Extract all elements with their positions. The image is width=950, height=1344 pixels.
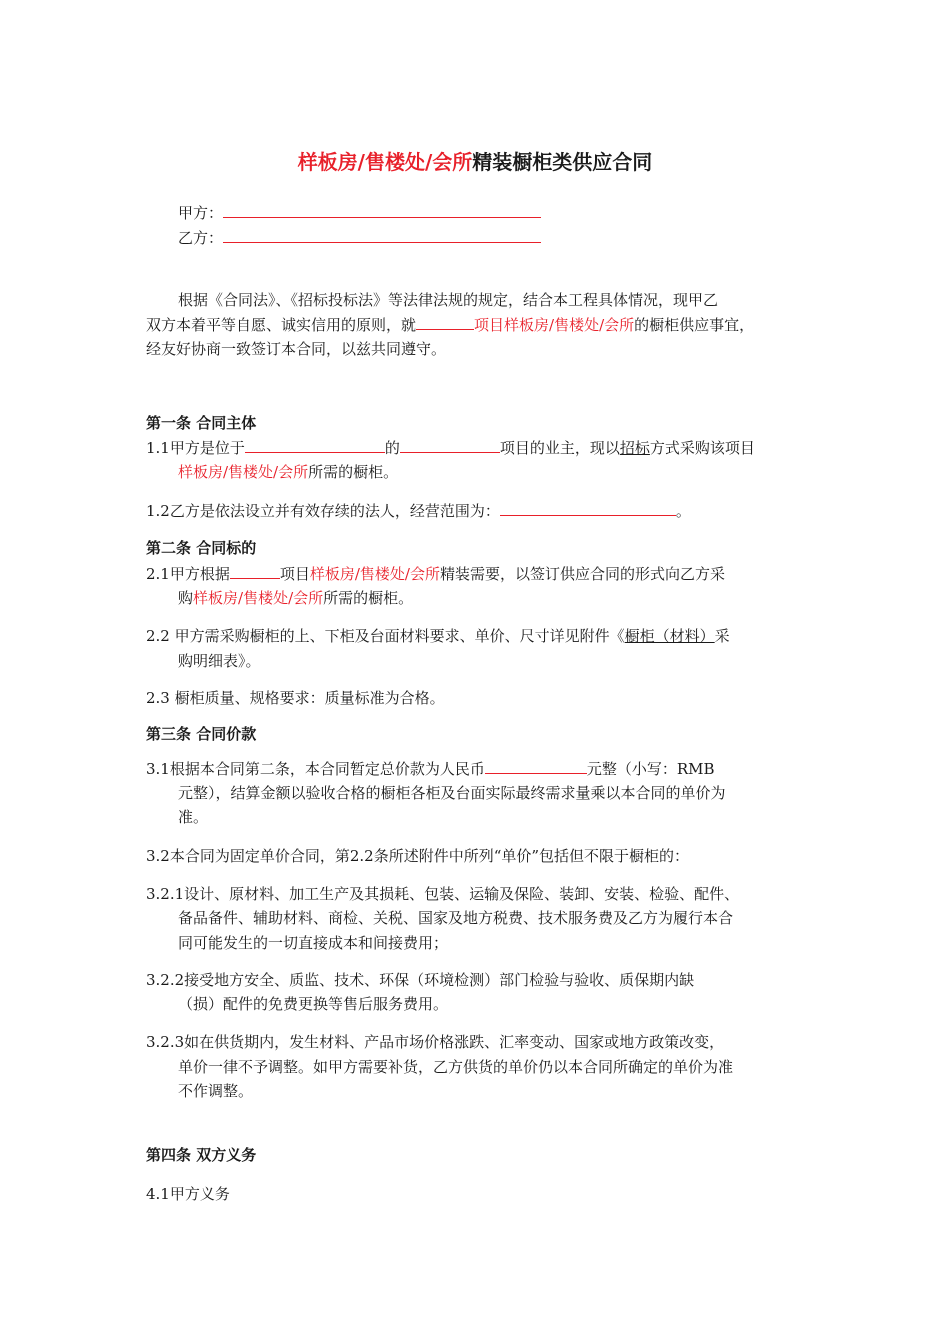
clause-3-2-1-line-3: 同可能发生的一切直接成本和间接费用； [178, 934, 449, 952]
clause-3-2-3-line-1: 3.2.3如在供货期内，发生材料、产品市场价格涨跌、汇率变动、国家或地方政策改变， [146, 1033, 725, 1051]
title-black-part: 精装橱柜类供应合同 [472, 150, 653, 174]
project-blank-2 [230, 562, 280, 579]
party-a-line [178, 201, 541, 224]
clause-3-1-line-3: 准。 [178, 808, 209, 826]
project-name-blank [400, 436, 500, 453]
party-b-blank [223, 226, 541, 243]
article-2-heading: 第二条 合同标的 [146, 539, 257, 557]
article-3-heading: 第三条 合同价款 [146, 725, 257, 743]
clause-1-1-line-2: 样板房/售楼处/会所所需的橱柜。 [178, 463, 399, 481]
preamble-line-3: 经友好协商一致签订本合同，以兹共同遵守。 [146, 340, 447, 358]
party-a-label: 甲方： [178, 204, 224, 222]
preamble-line-2: 双方本着平等自愿、诚实信用的原则，就 项目样板房/售楼处/会所的橱柜供应事宜， [146, 313, 754, 336]
clause-3-2-1-line-2: 备品备件、辅助材料、商检、关税、国家及地方税费、技术服务费及乙方为履行本合 [178, 909, 734, 927]
clause-3-2-3-line-3: 不作调整。 [178, 1082, 254, 1100]
price-blank [485, 757, 587, 774]
project-blank [416, 313, 474, 330]
clause-2-1-line-2: 购样板房/售楼处/会所所需的橱柜。 [178, 589, 414, 607]
clause-3-1-line-2: 元整），结算金额以验收合格的橱柜各柜及台面实际最终需求量乘以本合同的单价为 [178, 784, 726, 802]
clause-1-2: 1.2乙方是依法设立并有效存续的法人，经营范围为： 。 [146, 499, 691, 522]
clause-2-1-line-1: 2.1甲方根据 项目样板房/售楼处/会所精装需要，以签订供应合同的形式向乙方采 [146, 562, 725, 585]
party-a-blank [223, 201, 541, 218]
clause-3-2-2-line-1: 3.2.2接受地方安全、质监、技术、环保（环境检测）部门检验与验收、质保期内缺 [146, 971, 695, 989]
article-4-heading: 第四条 双方义务 [146, 1146, 257, 1164]
party-b-label: 乙方： [178, 229, 224, 247]
clause-2-2-line-2: 购明细表》。 [178, 652, 261, 670]
clause-3-2: 3.2本合同为固定单价合同，第2.2条所述附件中所列“单价”包括但不限于橱柜的： [146, 847, 690, 865]
clause-3-2-1-line-1: 3.2.1设计、原材料、加工生产及其损耗、包装、运输及保险、装卸、安装、检验、配件、 [146, 885, 740, 903]
clause-2-2-line-1: 2.2 甲方需采购橱柜的上、下柜及台面材料要求、单价、尺寸详见附件《橱柜（材料）采 [146, 627, 730, 645]
clause-3-2-2-line-2: （损）配件的免费更换等售后服务费用。 [178, 995, 449, 1013]
clause-3-1-line-1: 3.1根据本合同第二条，本合同暂定总价款为人民币 元整（小写：RMB [146, 757, 715, 780]
party-b-line [178, 226, 541, 249]
title-red-part: 样板房/售楼处/会所 [297, 150, 473, 174]
location-blank [245, 436, 385, 453]
clause-2-3: 2.3 橱柜质量、规格要求：质量标准为合格。 [146, 689, 445, 707]
clause-3-2-3-line-2: 单价一律不予调整。如甲方需要补货，乙方供货的单价仍以本合同所确定的单价为准 [178, 1058, 734, 1076]
preamble-red-project: 项目样板房/售楼处/会所 [474, 316, 635, 334]
business-scope-blank [500, 499, 676, 516]
document-title [0, 147, 950, 177]
clause-4-1: 4.1甲方义务 [146, 1185, 230, 1203]
preamble-line-1: 根据《合同法》、《招标投标法》等法律法规的规定，结合本工程具体情况，现甲乙 [178, 291, 719, 309]
clause-1-1-line-1: 1.1甲方是位于 的 项目的业主，现以招标方式采购该项目 [146, 436, 755, 459]
article-1-heading: 第一条 合同主体 [146, 414, 257, 432]
